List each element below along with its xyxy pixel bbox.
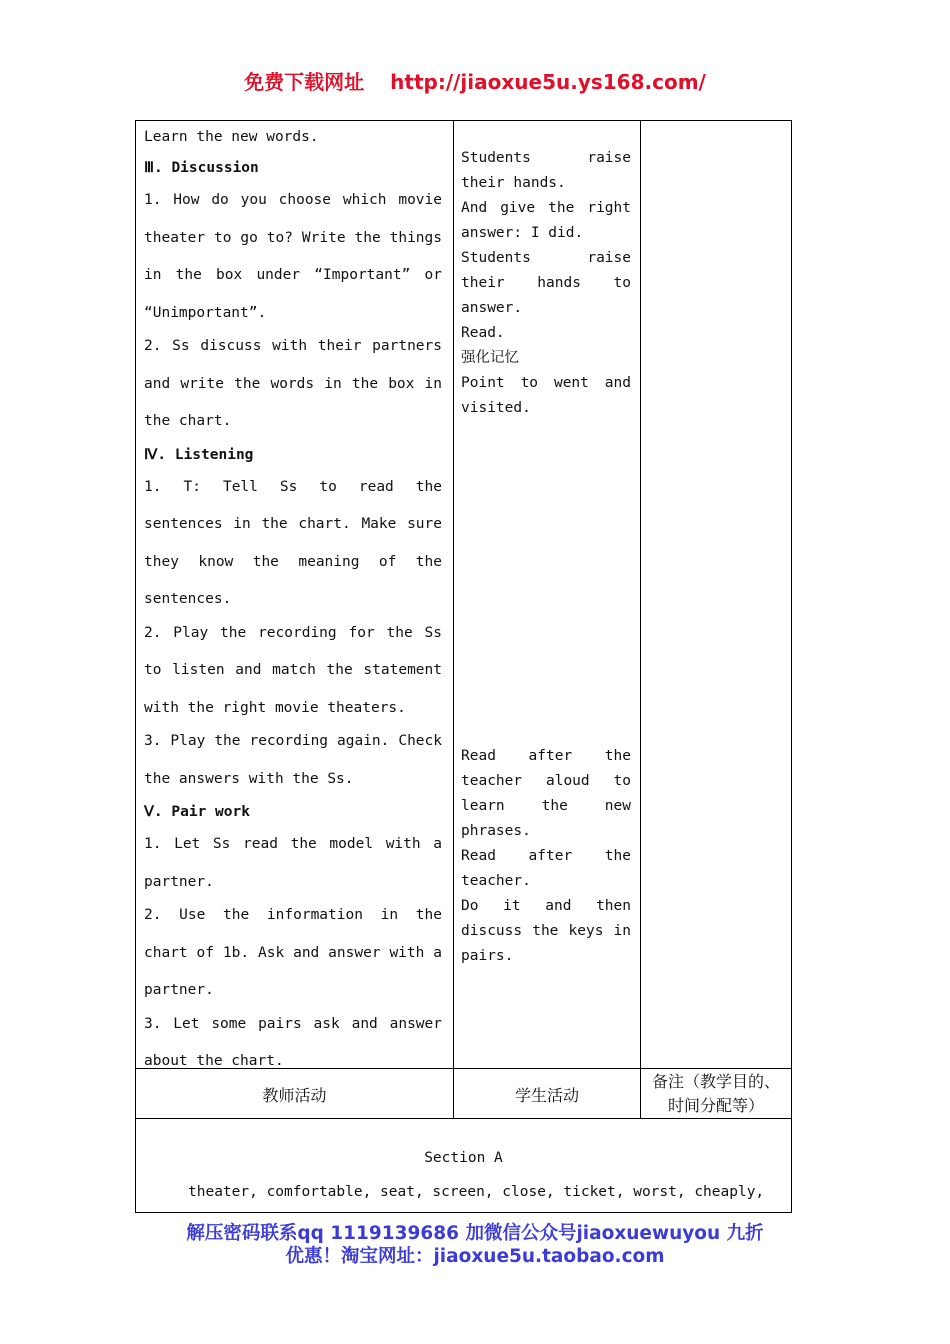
notes-header [641,1070,791,1118]
header-label: 免费下载网址 [244,70,365,94]
footer-line-2: 优惠！淘宝网址：jiaoxue5u.taobao.com [285,1246,665,1267]
notes-header-line1: 备注（教学目的、 [651,1072,780,1091]
section-listening-title: Ⅳ. Listening [144,446,254,463]
pairwork-item-2: 2. Use the information in the chart of 1b. Ask and answer with a partner. [144,907,442,998]
row-divider-2 [136,1118,791,1119]
notes-header-line2: 时间分配等） [667,1096,764,1115]
section-title: Section A [424,1150,503,1166]
discussion-item-2: 2. Ss discuss with their partners and write the words in the box in the chart. [144,338,442,429]
column-divider-2 [640,121,641,1118]
header-url[interactable]: http://jiaoxue5u.ys168.com/ [390,70,706,94]
vocabulary-words: theater, comfortable, seat, screen, close, ticket, worst, cheaply, [188,1184,765,1200]
student-response-6: Point to went and visited. [461,375,631,416]
section-discussion-title: Ⅲ. Discussion [144,160,259,176]
teacher-activity-header: 教师活动 [262,1086,327,1105]
pairwork-item-3: 3. Let some pairs ask and answer about the chart. [144,1015,442,1069]
student-activity-top [461,146,631,421]
listening-item-3: 3. Play the recording again. Check the answers with the Ss. [144,733,442,787]
listening-item-2: 2. Play the recording for the Ss to listen and match the statement with the right movie theaters. [144,624,442,716]
intro-text: Learn the new words. [144,129,319,145]
section-pairwork-title: Ⅴ. Pair work [144,804,250,820]
lesson-table [135,120,792,1213]
page-header [0,66,950,95]
footer-line-1: 解压密码联系qq 1119139686 加微信公众号jiaoxuewuyou 九折 [186,1223,764,1244]
listening-item-1: 1. T: Tell Ss to read the sentences in the chart. Make sure they know the meaning of the sentences. [144,478,442,607]
column-divider-1 [453,121,454,1118]
student-response-5: 强化记忆 [461,350,519,366]
student-response-8: Read after the teacher. [461,848,631,889]
student-activity-header: 学生活动 [514,1086,579,1105]
pairwork-item-1: 1. Let Ss read the model with a partner. [144,836,442,890]
student-response-3: Students raise their hands to answer. [461,250,631,316]
student-response-7: Read after the teacher aloud to learn the new phrases. [461,748,631,839]
student-response-9: Do it and then discuss the keys in pairs. [461,898,631,964]
student-activity-bottom [461,744,631,969]
student-response-1: Students raise their hands. [461,150,631,191]
teacher-activity-content [144,125,442,1081]
student-response-4: Read. [461,325,505,341]
student-response-2: And give the right answer: I did. [461,200,631,241]
discussion-item-1: 1. How do you choose which movie theater to go to? Write the things in the box under “Important” or “Unimportant”. [144,192,442,321]
